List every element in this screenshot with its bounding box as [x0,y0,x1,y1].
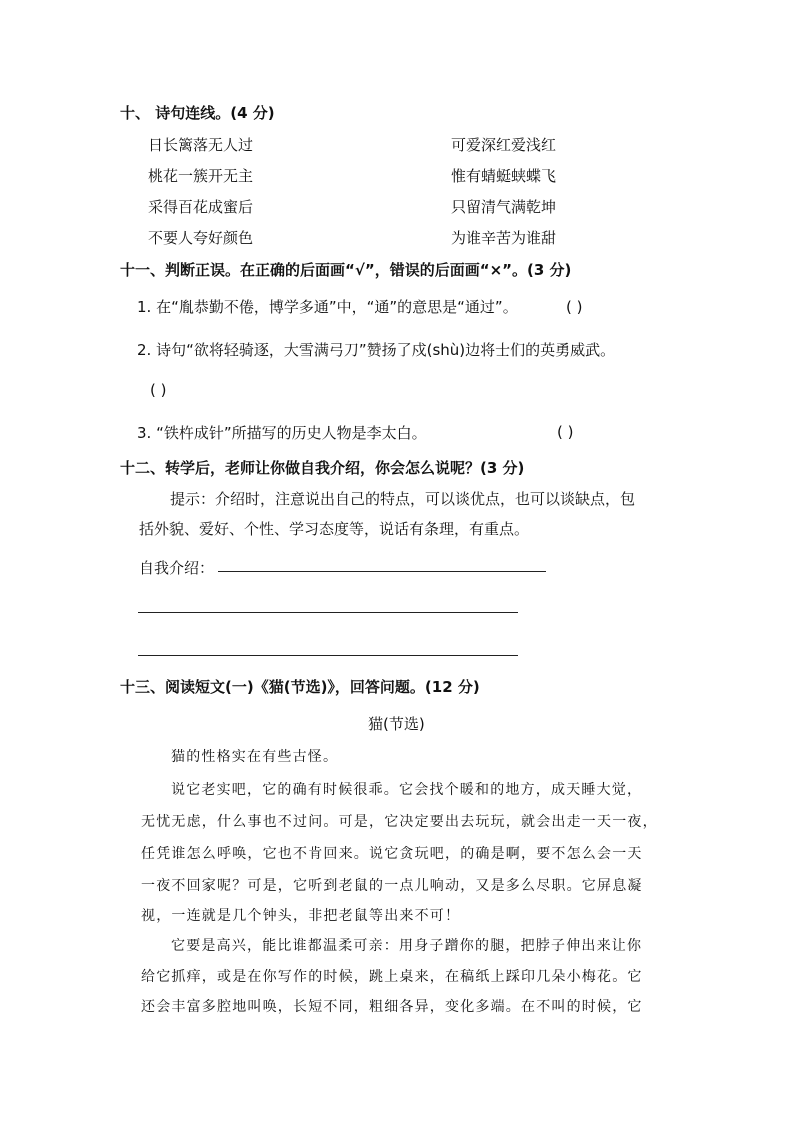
passage-line-3: 无忧无虑，什么事也不过问。可是，它决定要出去玩玩，就会出走一天一夜， [141,814,658,830]
hint-line-2: 括外貌、爱好、个性、学习态度等，说话有条理，有重点。 [139,520,530,538]
poem-left-3: 采得百花成蜜后 [148,198,254,216]
self-intro-writing-line-1[interactable] [218,571,546,572]
self-intro-writing-line-2[interactable] [138,612,518,613]
judge-question-3: 3. “铁杵成针”所描写的历史人物是李太白。 [137,424,427,442]
poem-right-3: 只留清气满乾坤 [451,198,557,216]
passage-line-4: 任凭谁怎么呼唤，它也不肯回来。说它贪玩吧，的确是啊，要不怎么会一天 [141,846,643,862]
poem-left-1: 日长篱落无人过 [148,136,254,154]
section-13-heading: 十三、阅读短文(一)《猫(节选)》，回答问题。(12 分) [120,678,480,696]
passage-title: 猫(节选) [368,715,425,733]
answer-blank-1[interactable]: ( ) [566,298,583,316]
answer-blank-3[interactable]: ( ) [557,423,574,441]
answer-blank-2[interactable]: ( ) [150,381,167,399]
section-11-heading: 十一、判断正误。在正确的后面画“√”，错误的后面画“×”。(3 分) [120,261,572,279]
poem-right-1: 可爱深红爱浅红 [451,136,557,154]
hint-line-1: 提示：介绍时，注意说出自己的特点，可以谈优点，也可以谈缺点，包 [170,490,636,508]
passage-line-8: 给它抓痒，或是在你写作的时候，跳上桌来，在稿纸上踩印几朵小梅花。它 [141,969,643,985]
passage-line-1: 猫的性格实在有些古怪。 [171,749,339,765]
passage-line-7: 它要是高兴，能比谁都温柔可亲：用身子蹭你的腿，把脖子伸出来让你 [171,938,643,954]
poem-left-2: 桃花一簇开无主 [148,167,254,185]
self-intro-label: 自我介绍： [139,559,215,577]
passage-line-6: 视，一连就是几个钟头，非把老鼠等出来不可！ [141,908,461,924]
poem-right-4: 为谁辛苦为谁甜 [451,229,557,247]
self-intro-writing-line-3[interactable] [138,655,518,656]
poem-left-4: 不要人夸好颜色 [148,229,254,247]
passage-line-2: 说它老实吧，它的确有时候很乖。它会找个暖和的地方，成天睡大觉， [171,782,643,798]
judge-question-2: 2. 诗句“欲将轻骑逐，大雪满弓刀”赞扬了戍(shù)边将士们的英勇威武。 [137,341,616,359]
passage-line-5: 一夜不回家呢？可是，它听到老鼠的一点儿响动，又是多么尽职。它屏息凝 [141,878,643,894]
section-10-heading: 十、 诗句连线。(4 分) [120,104,275,122]
poem-right-2: 惟有蜻蜓蛱蝶飞 [451,167,557,185]
section-12-heading: 十二、转学后，老师让你做自我介绍，你会怎么说呢？(3 分) [120,459,525,477]
passage-line-9: 还会丰富多腔地叫唤，长短不同，粗细各异，变化多端。在不叫的时候，它 [141,999,643,1015]
judge-question-1: 1. 在“胤恭勤不倦，博学多通”中，“通”的意思是“通过”。 [137,298,518,316]
